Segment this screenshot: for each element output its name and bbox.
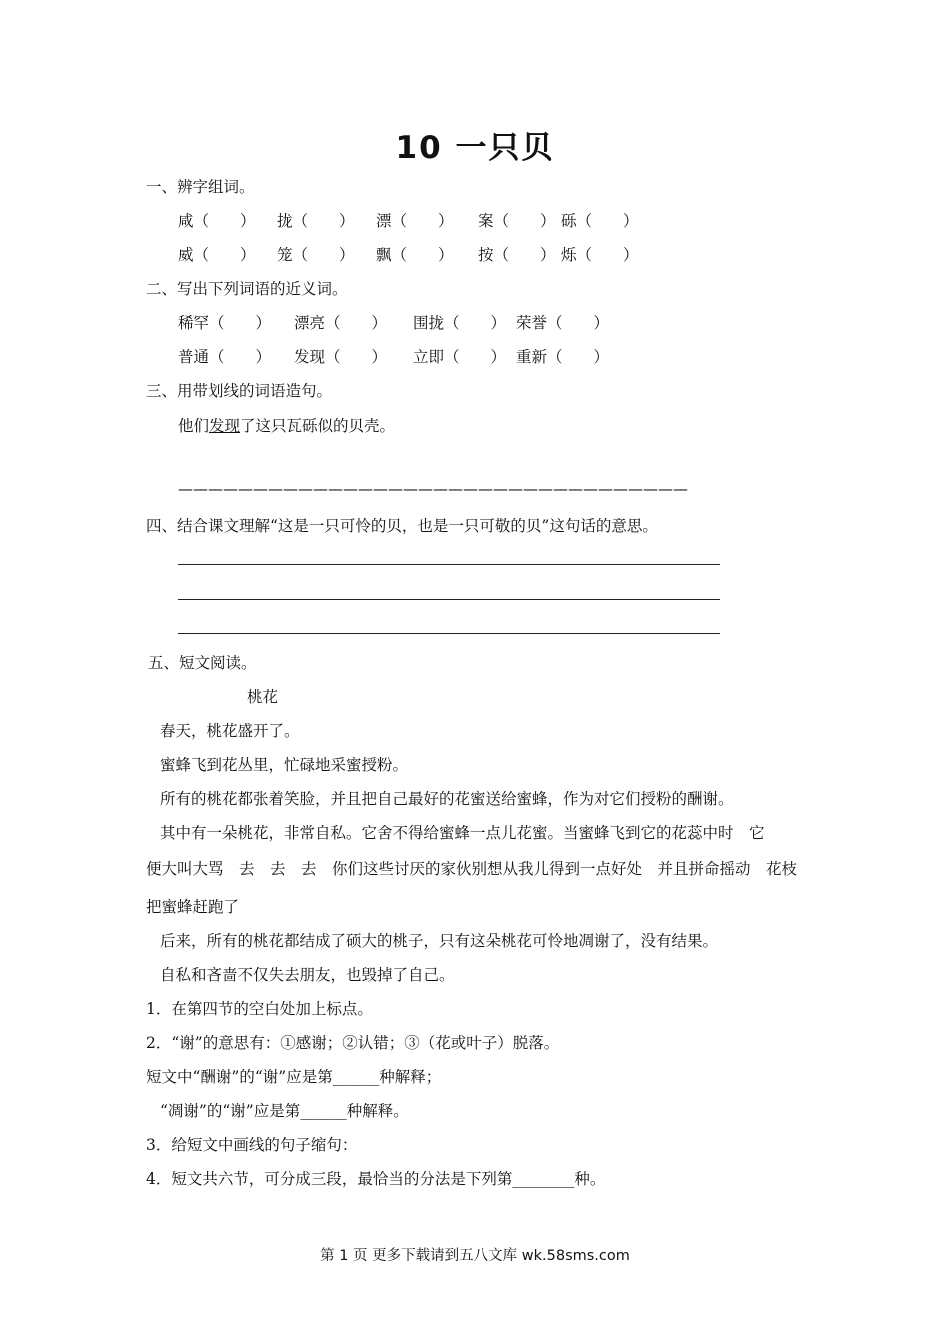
- question: 3．给短文中画线的句子缩句：: [146, 1136, 358, 1154]
- word-cell: 漂（ ）: [376, 212, 454, 230]
- answer-line: [178, 599, 720, 600]
- question: 1．在第四节的空白处加上标点。: [146, 1000, 373, 1018]
- answer-line: [178, 564, 720, 565]
- word-cell: 笼（ ）: [277, 246, 355, 264]
- word-cell: 荣誉（ ）: [516, 314, 610, 332]
- example-sentence: [178, 416, 395, 436]
- word-cell: 咸（ ）: [178, 212, 256, 230]
- question: 短文中“酬谢”的“谢”应是第______种解释；: [146, 1068, 442, 1086]
- word-cell: 普通（ ）: [178, 348, 272, 366]
- passage-paragraph: 自私和吝啬不仅失去朋友，也毁掉了自己。: [160, 966, 455, 984]
- page-title: 10 一只贝: [395, 130, 555, 166]
- sentence-post: 了这只瓦砾似的贝壳。: [240, 417, 396, 435]
- question: 2．“谢”的意思有：①感谢；②认错；③（花或叶子）脱落。: [146, 1034, 560, 1052]
- word-cell: 案（ ）: [478, 212, 556, 230]
- answer-line: [178, 633, 720, 634]
- word-cell: 稀罕（ ）: [178, 314, 272, 332]
- question: 4．短文共六节，可分成三段，最恰当的分法是下列第________种。: [146, 1170, 606, 1188]
- passage-paragraph: 蜜蜂飞到花丛里，忙碌地采蜜授粉。: [160, 756, 409, 774]
- word-cell: 砾（ ）: [561, 212, 639, 230]
- word-cell: 烁（ ）: [561, 246, 639, 264]
- section-2-heading: 二、写出下列词语的近义词。: [146, 280, 348, 298]
- word-cell: 围拢（ ）: [413, 314, 507, 332]
- word-cell: 按（ ）: [478, 246, 556, 264]
- word-cell: 重新（ ）: [516, 348, 610, 366]
- word-cell: 飘（ ）: [376, 246, 454, 264]
- question: “凋谢”的“谢”应是第______种解释。: [160, 1102, 409, 1120]
- passage-paragraph: 便大叫大骂 去 去 去 你们这些讨厌的家伙别想从我儿得到一点好处 并且拼命摇动 花枝: [146, 860, 798, 878]
- word-cell: 发现（ ）: [294, 348, 388, 366]
- passage-paragraph: 其中有一朵桃花，非常自私。它舍不得给蜜蜂一点儿花蜜。当蜜蜂飞到它的花蕊中时 它: [160, 824, 765, 842]
- sentence-pre: 他们: [178, 417, 210, 435]
- passage-paragraph: 春天，桃花盛开了。: [160, 722, 300, 740]
- word-cell: 漂亮（ ）: [294, 314, 388, 332]
- word-cell: 威（ ）: [178, 246, 256, 264]
- page-footer: 第 1 页 更多下载请到五八文库 wk.58sms.com: [320, 1248, 630, 1264]
- passage-paragraph: 后来，所有的桃花都结成了硕大的桃子，只有这朵桃花可怜地凋谢了，没有结果。: [160, 932, 719, 950]
- section-5-heading: 五、短文阅读。: [148, 654, 257, 672]
- answer-dash-line: ——————————————————————————————————: [178, 480, 688, 498]
- passage-paragraph: 所有的桃花都张着笑脸，并且把自己最好的花蜜送给蜜蜂，作为对它们授粉的酬谢。: [160, 790, 734, 808]
- passage-paragraph: 把蜜蜂赶跑了: [146, 898, 240, 916]
- passage-title: 桃花: [247, 688, 279, 706]
- underlined-word: 发现: [209, 417, 241, 435]
- word-cell: 拢（ ）: [277, 212, 355, 230]
- section-1-heading: 一、辨字组词。: [146, 178, 255, 196]
- section-3-heading: 三、用带划线的词语造句。: [146, 382, 333, 400]
- section-4-heading: 四、结合课文理解“这是一只可怜的贝，也是一只可敬的贝”这句话的意思。: [146, 517, 658, 535]
- word-cell: 立即（ ）: [413, 348, 507, 366]
